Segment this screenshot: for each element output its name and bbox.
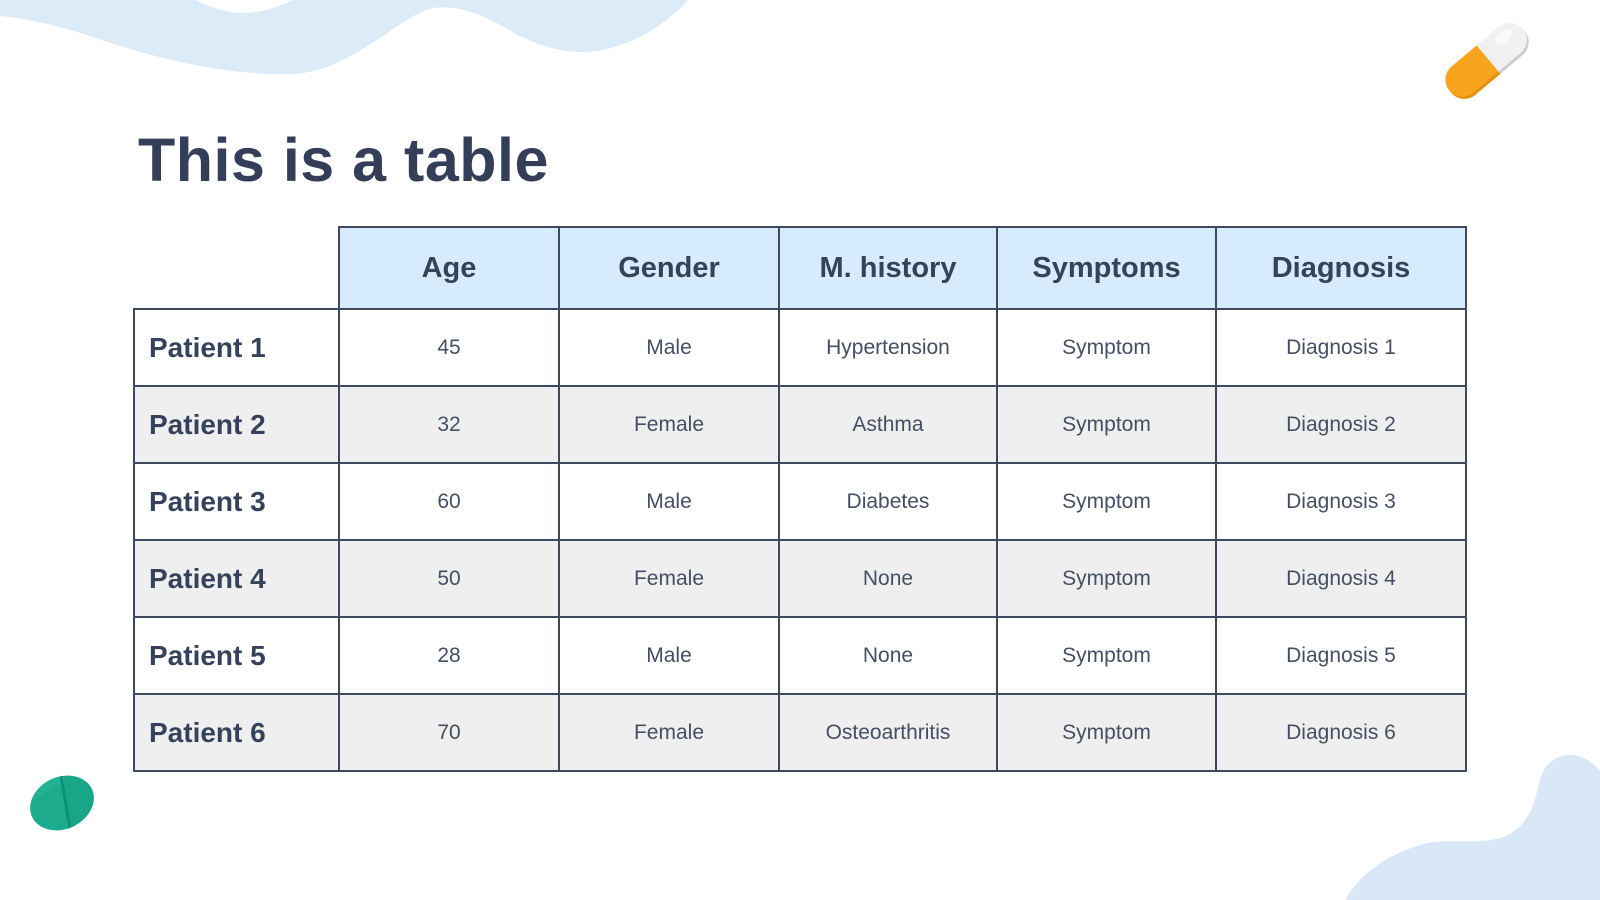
column-header-gender: Gender — [559, 227, 779, 309]
table-row — [134, 540, 1466, 617]
cell-age: 70 — [339, 694, 559, 771]
cell-history: Osteoarthritis — [779, 694, 997, 771]
column-header-diagnosis: Diagnosis — [1216, 227, 1466, 309]
row-label: Patient 1 — [134, 309, 339, 386]
cell-history: None — [779, 617, 997, 694]
top-wave-shape — [0, 0, 688, 74]
cell-history: Hypertension — [779, 309, 997, 386]
cell-symptoms: Symptom — [997, 694, 1216, 771]
column-header-history: M. history — [779, 227, 997, 309]
slide-title: This is a table — [138, 125, 549, 194]
row-label: Patient 6 — [134, 694, 339, 771]
cell-diagnosis: Diagnosis 6 — [1216, 694, 1466, 771]
cell-age: 50 — [339, 540, 559, 617]
cell-symptoms: Symptom — [997, 386, 1216, 463]
cell-gender: Female — [559, 386, 779, 463]
cell-symptoms: Symptom — [997, 540, 1216, 617]
cell-diagnosis: Diagnosis 3 — [1216, 463, 1466, 540]
row-label: Patient 4 — [134, 540, 339, 617]
bottom-right-blob-shape — [1345, 755, 1600, 900]
cell-diagnosis: Diagnosis 5 — [1216, 617, 1466, 694]
cell-diagnosis: Diagnosis 2 — [1216, 386, 1466, 463]
cell-age: 60 — [339, 463, 559, 540]
header-row — [134, 227, 1466, 309]
cell-gender: Female — [559, 540, 779, 617]
cell-history: Asthma — [779, 386, 997, 463]
table-row — [134, 463, 1466, 540]
cell-symptoms: Symptom — [997, 617, 1216, 694]
table-row — [134, 694, 1466, 771]
row-label: Patient 2 — [134, 386, 339, 463]
cell-history: Diabetes — [779, 463, 997, 540]
corner-blank-cell — [134, 227, 339, 309]
cell-gender: Male — [559, 617, 779, 694]
table-row — [134, 386, 1466, 463]
row-label: Patient 3 — [134, 463, 339, 540]
cell-symptoms: Symptom — [997, 463, 1216, 540]
cell-gender: Female — [559, 694, 779, 771]
table-row — [134, 309, 1466, 386]
cell-diagnosis: Diagnosis 1 — [1216, 309, 1466, 386]
cell-age: 45 — [339, 309, 559, 386]
cell-age: 32 — [339, 386, 559, 463]
pill-capsule-icon — [1438, 16, 1535, 106]
table-row — [134, 617, 1466, 694]
cell-history: None — [779, 540, 997, 617]
row-label: Patient 5 — [134, 617, 339, 694]
cell-age: 28 — [339, 617, 559, 694]
cell-gender: Male — [559, 463, 779, 540]
tablet-icon — [21, 765, 106, 842]
patient-data-table — [133, 226, 1467, 772]
cell-gender: Male — [559, 309, 779, 386]
cell-symptoms: Symptom — [997, 309, 1216, 386]
cell-diagnosis: Diagnosis 4 — [1216, 540, 1466, 617]
column-header-symptoms: Symptoms — [997, 227, 1216, 309]
column-header-age: Age — [339, 227, 559, 309]
